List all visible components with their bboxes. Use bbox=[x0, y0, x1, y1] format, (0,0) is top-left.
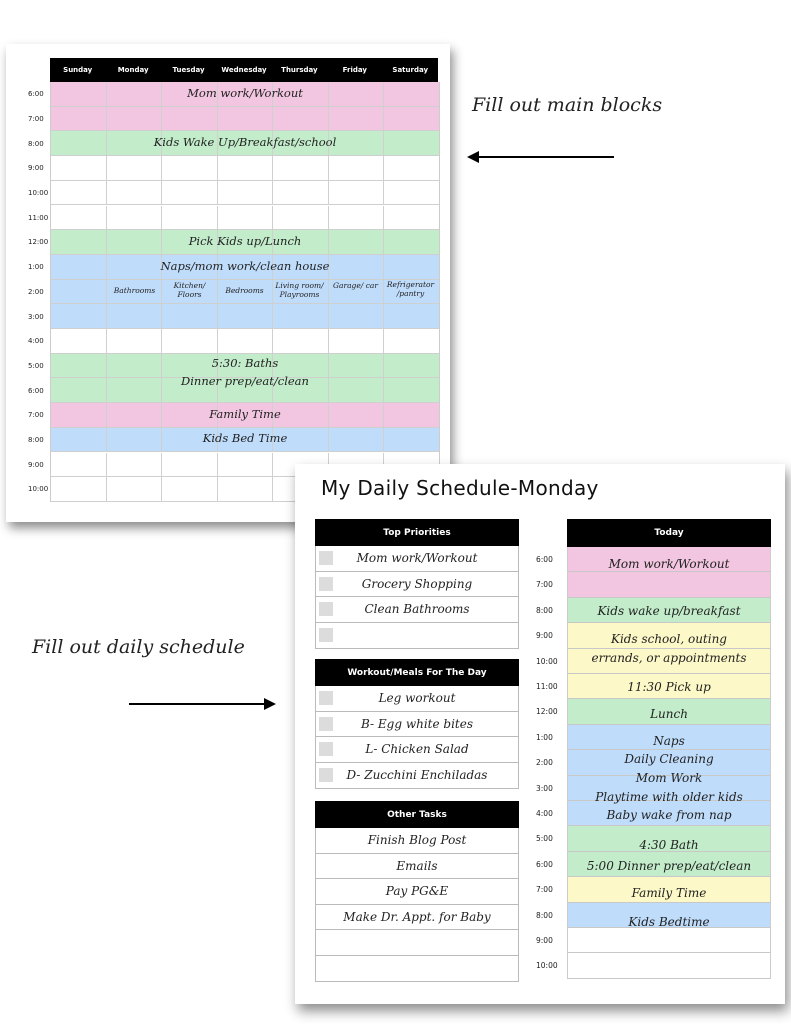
priority-text: Clean Bathrooms bbox=[364, 602, 470, 617]
today-schedule bbox=[536, 547, 771, 977]
grid-cell bbox=[273, 304, 329, 328]
grid-cell bbox=[162, 181, 218, 205]
meal-row bbox=[316, 712, 518, 738]
today-time-label: 2:00 bbox=[536, 758, 553, 768]
meal-row bbox=[316, 686, 518, 712]
block-mom-work: Mom work/Workout bbox=[187, 86, 303, 100]
today-time-label: 8:00 bbox=[536, 605, 553, 615]
daily-title: My Daily Schedule-Monday bbox=[321, 476, 599, 500]
grid-row bbox=[51, 329, 439, 354]
today-time-label: 9:00 bbox=[536, 631, 553, 641]
checkbox[interactable] bbox=[319, 577, 333, 591]
priority-row bbox=[316, 623, 518, 649]
today-naps: Naps bbox=[653, 734, 685, 748]
block-family: Family Time bbox=[209, 407, 281, 421]
time-label: 2:00 bbox=[28, 287, 44, 296]
today-time-label: 3:00 bbox=[536, 783, 553, 793]
time-label: 11:00 bbox=[28, 213, 49, 222]
today-time-label: 7:00 bbox=[536, 885, 553, 895]
grid-cell bbox=[51, 206, 107, 230]
task-row: Finish Blog Post bbox=[316, 828, 518, 854]
today-time-label: 10:00 bbox=[536, 961, 558, 971]
block-pick-kids: Pick Kids up/Lunch bbox=[188, 234, 302, 248]
grid-cell bbox=[218, 329, 274, 353]
chore-friday: Garage/ car bbox=[333, 281, 378, 290]
day-header-monday: Monday bbox=[117, 66, 149, 74]
today-slot bbox=[567, 953, 771, 978]
grid-cell bbox=[51, 181, 107, 205]
today-time-label: 11:00 bbox=[536, 682, 558, 691]
meal-text: L- Chicken Salad bbox=[365, 742, 469, 757]
priority-text: Mom work/Workout bbox=[356, 551, 478, 566]
weekly-schedule-sheet bbox=[6, 44, 450, 522]
priority-text: Grocery Shopping bbox=[361, 576, 473, 591]
time-label: 10:00 bbox=[28, 189, 49, 198]
grid-cell bbox=[329, 156, 385, 180]
today-header: Today bbox=[567, 519, 771, 547]
grid-cell bbox=[218, 477, 274, 501]
block-naps: Naps/mom work/clean house bbox=[160, 259, 330, 273]
grid-cell bbox=[51, 329, 107, 353]
weekly-grid bbox=[50, 82, 440, 502]
grid-cell bbox=[162, 477, 218, 501]
today-time-label: 6:00 bbox=[536, 555, 553, 564]
today-pickup: 11:30 Pick up bbox=[627, 680, 711, 694]
grid-cell bbox=[107, 477, 163, 501]
weekday-header bbox=[50, 58, 438, 82]
time-label: 1:00 bbox=[28, 263, 44, 272]
grid-cell bbox=[218, 453, 274, 477]
top-priorities-section bbox=[315, 519, 519, 649]
grid-cell bbox=[384, 156, 439, 180]
grid-cell bbox=[329, 107, 385, 131]
today-section bbox=[536, 519, 771, 977]
grid-cell bbox=[162, 206, 218, 230]
grid-cell bbox=[162, 453, 218, 477]
grid-row bbox=[51, 181, 439, 206]
grid-cell bbox=[107, 206, 163, 230]
task-row: Emails bbox=[316, 854, 518, 880]
block-baths: 5:30: Baths bbox=[211, 356, 279, 370]
time-label: 7:00 bbox=[28, 115, 44, 124]
time-label: 10:00 bbox=[28, 485, 49, 494]
priority-row bbox=[316, 597, 518, 623]
grid-cell bbox=[162, 304, 218, 328]
grid-cell bbox=[273, 206, 329, 230]
checkbox[interactable] bbox=[319, 717, 333, 731]
time-label: 6:00 bbox=[28, 386, 44, 395]
grid-cell bbox=[218, 304, 274, 328]
grid-cell bbox=[107, 156, 163, 180]
grid-cell bbox=[273, 107, 329, 131]
grid-cell bbox=[273, 156, 329, 180]
grid-cell bbox=[162, 329, 218, 353]
today-school-2: errands, or appointments bbox=[591, 651, 747, 665]
checkbox[interactable] bbox=[319, 691, 333, 705]
grid-row bbox=[51, 156, 439, 181]
time-label: 9:00 bbox=[28, 164, 44, 173]
today-lunch: Lunch bbox=[650, 707, 688, 721]
grid-cell bbox=[51, 304, 107, 328]
grid-row bbox=[51, 304, 439, 329]
task-row bbox=[316, 930, 518, 956]
top-priorities-header: Top Priorities bbox=[315, 519, 519, 546]
grid-cell bbox=[107, 453, 163, 477]
grid-cell bbox=[273, 181, 329, 205]
grid-cell bbox=[384, 206, 439, 230]
time-label: 4:00 bbox=[28, 337, 44, 346]
task-row: Pay PG&E bbox=[316, 879, 518, 905]
today-mom-work: Mom work/Workout bbox=[608, 557, 730, 571]
task-row: Make Dr. Appt. for Baby bbox=[316, 905, 518, 931]
today-time-label: 12:00 bbox=[536, 707, 558, 717]
meal-row bbox=[316, 763, 518, 789]
time-label: 12:00 bbox=[28, 238, 49, 247]
chore-tuesday: Kitchen/ Floors bbox=[173, 281, 206, 299]
checkbox[interactable] bbox=[319, 602, 333, 616]
grid-cell bbox=[329, 206, 385, 230]
block-kids-wake: Kids Wake Up/Breakfast/school bbox=[153, 135, 337, 149]
day-header-wednesday: Wednesday bbox=[221, 66, 267, 74]
checkbox[interactable] bbox=[319, 628, 333, 642]
grid-cell bbox=[384, 329, 439, 353]
grid-row bbox=[51, 107, 439, 132]
time-label: 8:00 bbox=[28, 139, 44, 148]
grid-cell bbox=[162, 156, 218, 180]
day-header-saturday: Saturday bbox=[392, 66, 429, 74]
chore-monday: Bathrooms bbox=[113, 286, 156, 295]
grid-cell bbox=[51, 280, 107, 304]
today-baby-wake: Baby wake from nap bbox=[606, 808, 732, 822]
grid-cell bbox=[384, 107, 439, 131]
today-cleaning: Daily Cleaning bbox=[624, 752, 714, 766]
today-bath: 4:30 Bath bbox=[639, 838, 699, 852]
today-time-label: 6:00 bbox=[536, 859, 553, 869]
day-header-sunday: Sunday bbox=[63, 66, 93, 74]
grid-cell bbox=[218, 181, 274, 205]
other-tasks-section bbox=[315, 801, 519, 982]
today-time-label: 1:00 bbox=[536, 732, 553, 742]
checkbox[interactable] bbox=[319, 742, 333, 756]
grid-cell bbox=[107, 181, 163, 205]
time-label: 3:00 bbox=[28, 312, 44, 321]
priority-row bbox=[316, 572, 518, 598]
grid-cell bbox=[218, 107, 274, 131]
time-label: 8:00 bbox=[28, 435, 44, 444]
today-time-label: 7:00 bbox=[536, 580, 553, 590]
grid-cell bbox=[107, 304, 163, 328]
meal-text: D- Zucchini Enchiladas bbox=[346, 768, 488, 783]
today-slot bbox=[567, 572, 771, 597]
priority-row bbox=[316, 546, 518, 572]
today-time-label: 10:00 bbox=[536, 656, 558, 666]
today-kids-wake: Kids wake up/breakfast bbox=[597, 604, 741, 618]
workout-meals-header: Workout/Meals For The Day bbox=[315, 659, 519, 686]
grid-cell bbox=[384, 304, 439, 328]
checkbox[interactable] bbox=[319, 551, 333, 565]
grid-cell bbox=[51, 477, 107, 501]
day-header-thursday: Thursday bbox=[281, 66, 318, 74]
time-label: 6:00 bbox=[28, 90, 44, 99]
today-playtime: Playtime with older kids bbox=[595, 790, 743, 804]
today-time-label: 5:00 bbox=[536, 834, 553, 844]
grid-cell bbox=[51, 453, 107, 477]
today-mom-work-2: Mom Work bbox=[635, 771, 703, 785]
time-label: 7:00 bbox=[28, 411, 44, 420]
chore-thursday: Living room/ Playrooms bbox=[275, 281, 324, 299]
today-time-label: 8:00 bbox=[536, 910, 553, 920]
today-time-label: 9:00 bbox=[536, 936, 553, 945]
grid-cell bbox=[384, 181, 439, 205]
grid-cell bbox=[329, 329, 385, 353]
grid-cell bbox=[51, 156, 107, 180]
workout-meals-section bbox=[315, 659, 519, 789]
grid-cell bbox=[107, 107, 163, 131]
meal-row bbox=[316, 737, 518, 763]
other-tasks-header: Other Tasks bbox=[315, 801, 519, 828]
today-time-label: 4:00 bbox=[536, 809, 553, 818]
grid-cell bbox=[162, 107, 218, 131]
today-school-1: Kids school, outing bbox=[610, 632, 727, 646]
grid-cell bbox=[51, 107, 107, 131]
grid-cell bbox=[218, 206, 274, 230]
note-main-blocks: Fill out main blocks bbox=[472, 94, 663, 116]
today-bedtime: Kids Bedtime bbox=[628, 915, 710, 929]
meal-text: Leg workout bbox=[378, 691, 456, 706]
block-dinner: Dinner prep/eat/clean bbox=[181, 374, 309, 388]
task-row bbox=[316, 956, 518, 982]
grid-cell bbox=[273, 329, 329, 353]
grid-cell bbox=[329, 304, 385, 328]
daily-schedule-sheet bbox=[295, 464, 785, 1004]
checkbox[interactable] bbox=[319, 768, 333, 782]
time-label: 9:00 bbox=[28, 460, 44, 469]
today-family: Family Time bbox=[631, 886, 707, 900]
grid-row bbox=[51, 206, 439, 231]
day-header-friday: Friday bbox=[342, 66, 367, 74]
time-label: 5:00 bbox=[28, 361, 44, 370]
weekly-time-column bbox=[6, 82, 50, 502]
today-slot bbox=[567, 928, 771, 953]
chore-saturday: Refrigerator /pantry bbox=[386, 280, 435, 298]
grid-cell bbox=[107, 329, 163, 353]
note-daily-schedule: Fill out daily schedule bbox=[32, 636, 245, 658]
chore-wednesday: Bedrooms bbox=[225, 286, 264, 295]
grid-cell bbox=[329, 181, 385, 205]
meal-text: B- Egg white bites bbox=[360, 716, 474, 731]
grid-cell bbox=[218, 156, 274, 180]
block-bedtime: Kids Bed Time bbox=[202, 431, 288, 445]
today-dinner: 5:00 Dinner prep/eat/clean bbox=[586, 859, 752, 873]
day-header-tuesday: Tuesday bbox=[172, 66, 205, 74]
